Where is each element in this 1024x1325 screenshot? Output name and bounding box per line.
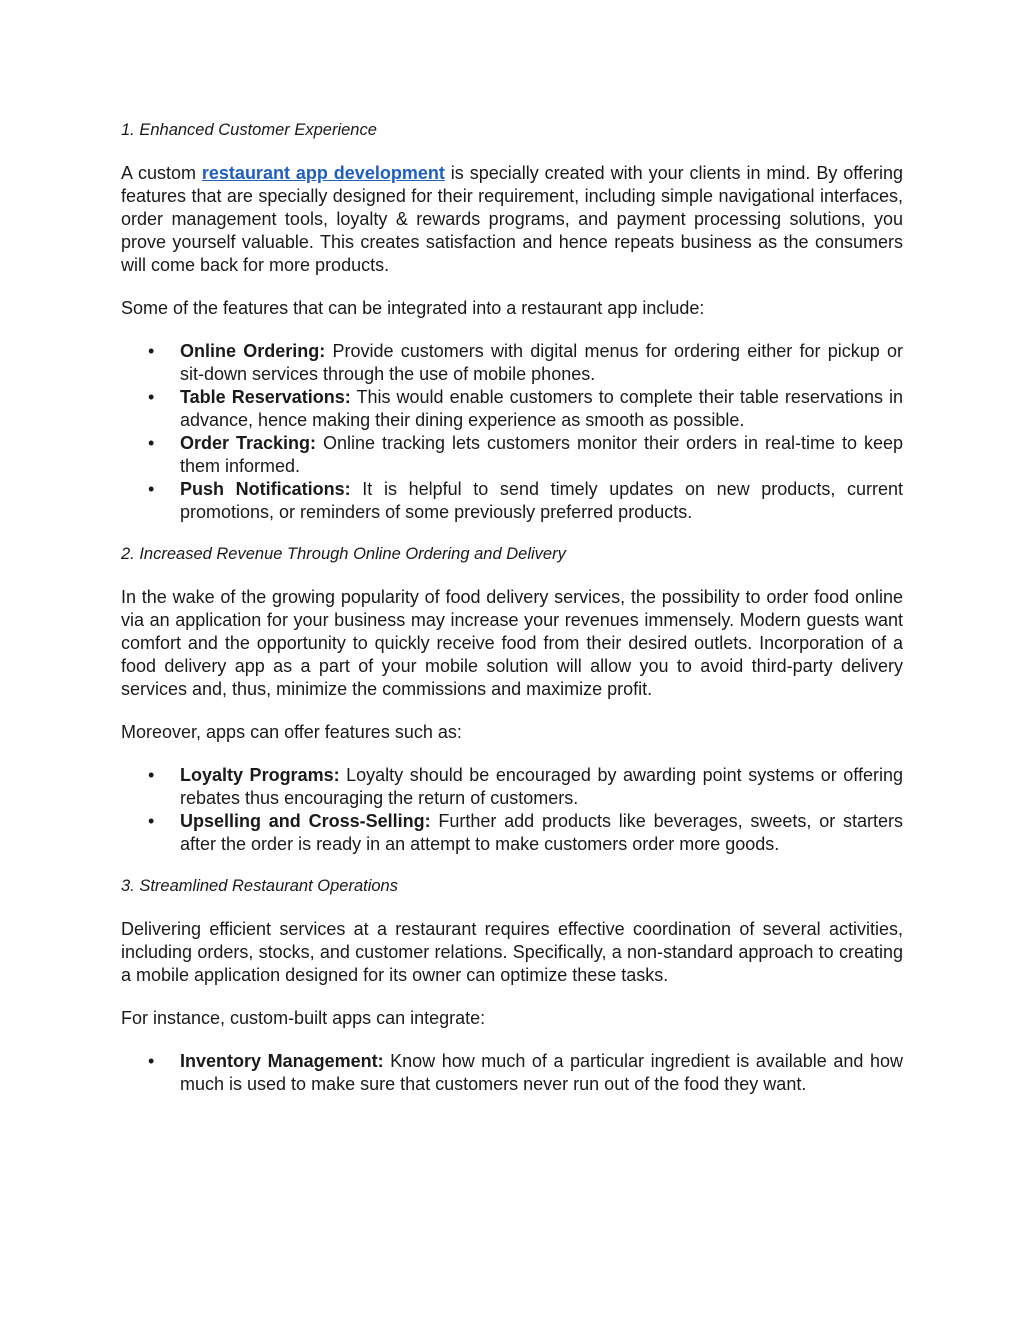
bullet-icon: • <box>148 387 155 407</box>
list-item-title: Upselling and Cross-Selling: <box>180 811 431 831</box>
list-item-text: Online tracking lets customers monitor their orders in real-time to keep them informed. <box>180 433 903 476</box>
section-heading-2: 2. Increased Revenue Through Online Ordering and Delivery <box>121 545 566 563</box>
list-item-text: Further add products like beverages, sweets, or starters after the order is ready in an attempt to make customers order more goods. <box>180 811 904 854</box>
list-item-text: This would enable customers to complete their table reservations in advance, hence making their dining experience as smooth as possible. <box>180 387 903 430</box>
list-item <box>121 432 903 478</box>
restaurant-app-development-link[interactable]: restaurant app development <box>201 163 445 183</box>
feature-list-1 <box>121 340 903 524</box>
list-item-text: Know how much of a particular ingredient is available and how much is used to make sure that customers never run out of the food they want. <box>180 1051 903 1094</box>
bullet-icon: • <box>148 341 155 361</box>
bullet-icon: • <box>148 811 155 831</box>
list-item-text: Provide customers with digital menus for ordering either for pickup or sit-down services through the use of mobile phones. <box>180 341 904 384</box>
bullet-icon: • <box>148 433 155 453</box>
section-paragraph-3: Delivering efficient services at a restaurant requires effective coordination of several activities, including orders, stocks, and customer relations. Specifically, a non-standard approach to creating a mobile application designed for its owner can optimize these tasks. <box>121 919 903 985</box>
list-item-title: Push Notifications: <box>180 479 351 499</box>
list-item-title: Online Ordering: <box>180 341 326 361</box>
section-intro-2: Moreover, apps can offer features such as: <box>121 722 462 742</box>
bullet-icon: • <box>148 479 155 499</box>
list-item <box>121 810 903 856</box>
list-item-text: Loyalty should be encouraged by awarding point systems or offering rebates thus encouraging the return of customers. <box>180 765 904 808</box>
list-item <box>121 1050 903 1096</box>
list-item <box>121 340 903 386</box>
list-item-title: Order Tracking: <box>180 433 317 453</box>
document-page <box>121 118 903 1096</box>
section-intro-1: Some of the features that can be integrated into a restaurant app include: <box>121 298 705 318</box>
list-item-text: It is helpful to send timely updates on new products, current promotions, or reminders of some previously preferred products. <box>180 479 903 522</box>
list-item-title: Table Reservations: <box>180 387 351 407</box>
section-paragraph-1 <box>121 162 903 277</box>
feature-list-3 <box>121 1050 903 1096</box>
paragraph-text: is specially created with your clients in mind. By offering features that are specially designed for their requirement, including simple navigational interfaces, order management tools, loyalty & rewards programs, and payment processing solutions, you prove yourself valuable. This creates satisfaction and hence repeats business as the consumers will come back for more products. <box>121 163 904 275</box>
section-intro-3: For instance, custom-built apps can integrate: <box>121 1008 486 1028</box>
list-item <box>121 764 903 810</box>
list-item <box>121 478 903 524</box>
list-item <box>121 386 903 432</box>
section-heading-3: 3. Streamlined Restaurant Operations <box>121 877 398 895</box>
list-item-title: Inventory Management: <box>180 1051 384 1071</box>
section-heading-1: 1. Enhanced Customer Experience <box>121 121 377 139</box>
paragraph-text: A custom <box>121 163 202 183</box>
section-paragraph-2: In the wake of the growing popularity of food delivery services, the possibility to order food online via an application for your business may increase your revenues immensely. Modern guests want comfort and the opportunity to quickly receive food from their desired outlets. Incorporation of a food delivery app as a part of your mobile solution will allow you to avoid third-party delivery services and, thus, minimize the commissions and maximize profit. <box>121 587 903 699</box>
bullet-icon: • <box>148 765 155 785</box>
bullet-icon: • <box>148 1051 155 1071</box>
feature-list-2 <box>121 764 903 856</box>
list-item-title: Loyalty Programs: <box>180 765 340 785</box>
